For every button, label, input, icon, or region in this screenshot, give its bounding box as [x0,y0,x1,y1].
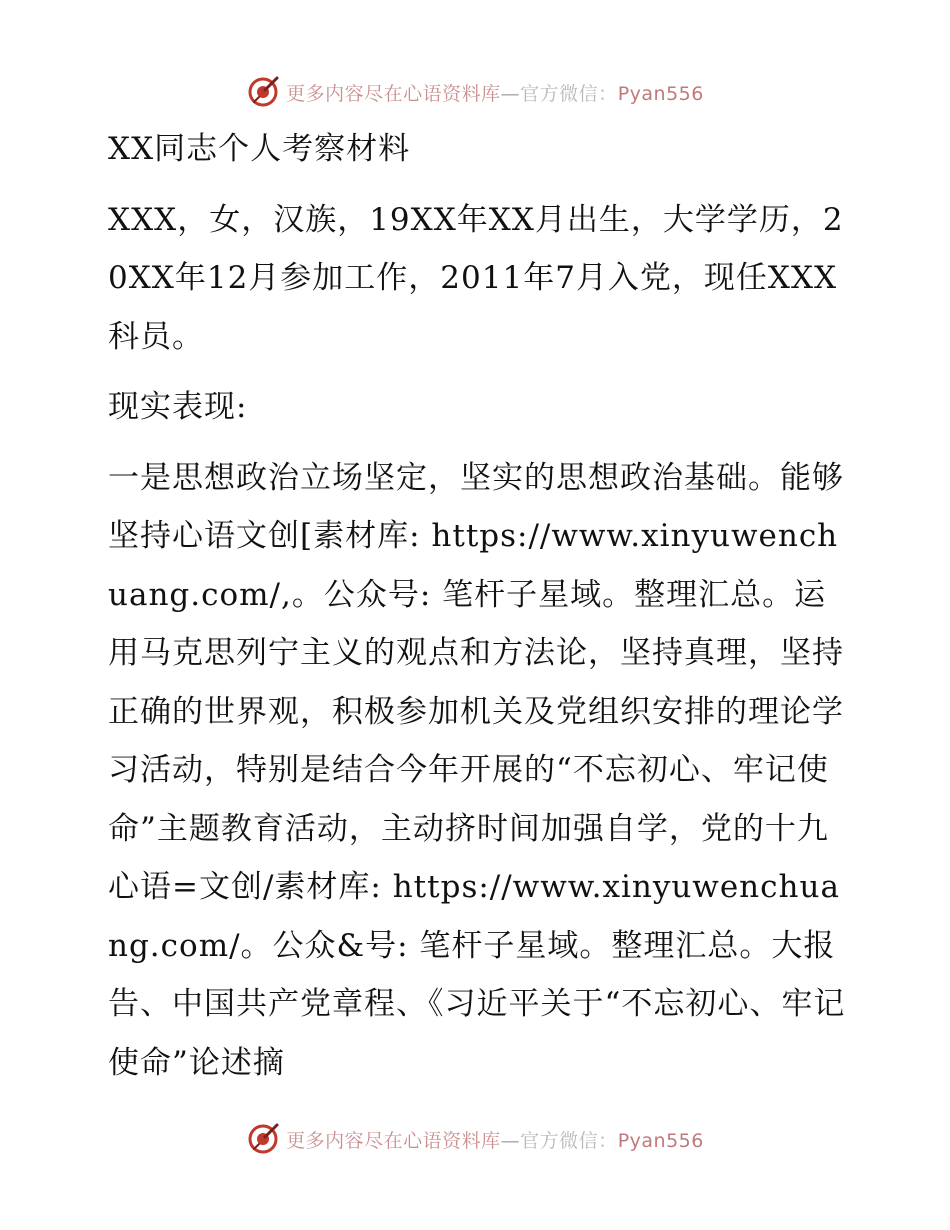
document-body [98,120,850,1092]
body-paragraph: 一是思想政治立场坚定，坚实的思想政治基础。能够坚持心语文创[素材库: https://www.xinyuwenchuang.com/,。公众号: 笔杆子星域。整理汇总。运用马克思列宁主义的观点和方法论，坚持真理，坚持正确的世界观，积极参加机关及党组织安排的理论学习活动，特别是结合今年开展的“不忘初心、牢记使命”主题教育活动，主动挤时间加强自学，党的十九心语=文创/素材库: https://www.xinyuwenchuang.com/。公众&号: 笔杆子星域。整理汇总。大报告、中国共产党章程、《习近平关于“不忘初心、牢记使命”论述摘 [108,459,846,1081]
banner-slogan: 更多内容尽在心语资料库 [286,82,501,105]
brand-logo-icon [246,75,280,109]
banner-separator: — [500,82,521,105]
section-heading: 现实表现: [108,389,248,425]
brand-logo-icon [246,1122,280,1156]
banner-separator: — [500,1129,521,1152]
banner-slogan: 更多内容尽在心语资料库 [286,1129,501,1152]
banner-wechat-label: 官方微信： [520,1129,618,1152]
banner-text [286,1126,704,1153]
header-watermark-banner [0,70,950,114]
document-title: XX同志个人考察材料 [108,131,411,167]
banner-wechat-label: 官方微信： [520,82,618,105]
intro-paragraph: XXX，女，汉族，19XX年XX月出生，大学学历，20XX年12月参加工作，2011年7月入党，现任XXX科员。 [108,201,844,355]
banner-wechat-id: Pyan556 [617,82,704,105]
banner-wechat-id: Pyan556 [617,1129,704,1152]
banner-text [286,79,704,106]
footer-watermark-banner [0,1117,950,1161]
